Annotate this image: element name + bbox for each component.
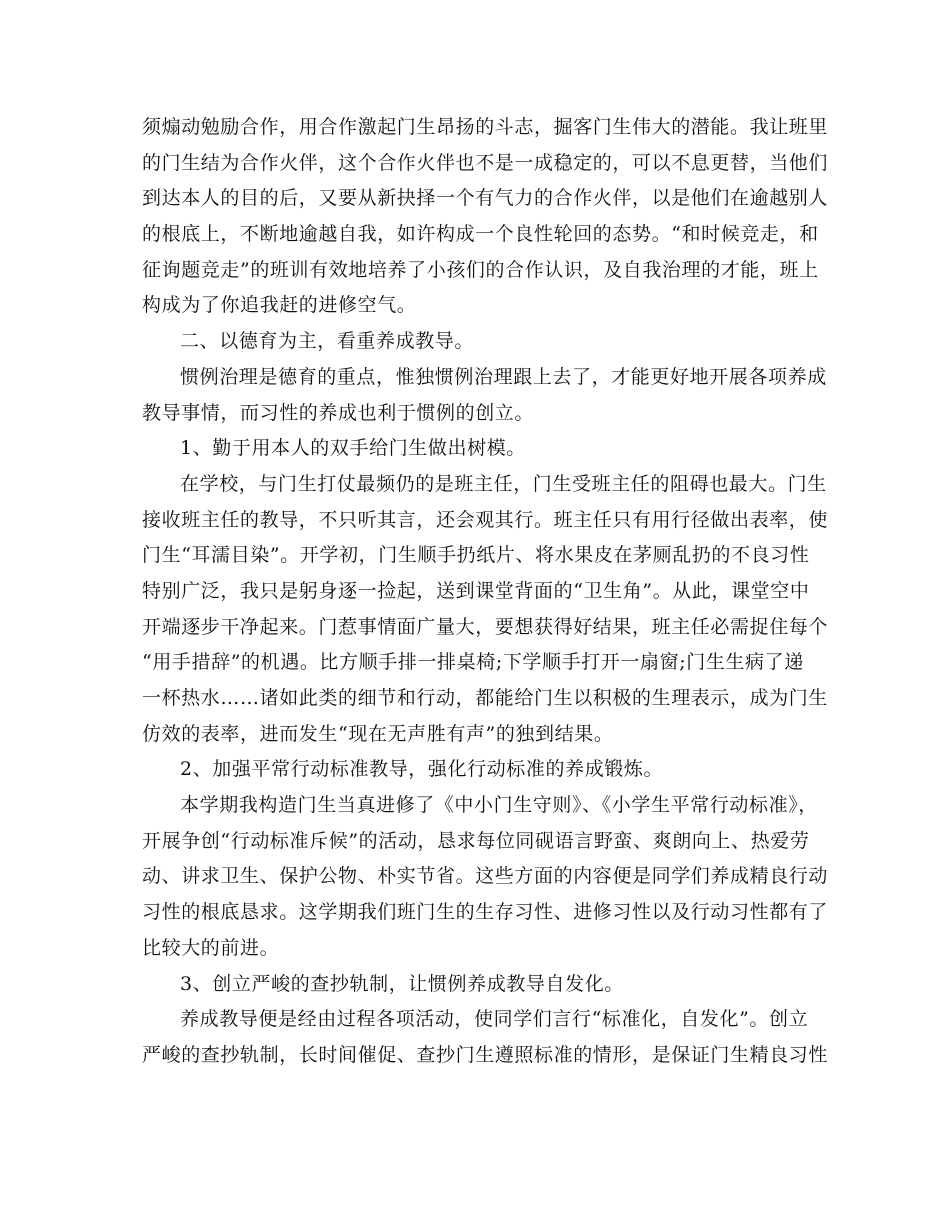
text-line: 构成为了你追我赶的进修空气。 <box>142 294 417 317</box>
text-line: 动、讲求卫生、保护公物、朴实节省。这些方面的内容便是同学们养成精良行动 <box>142 865 829 888</box>
text-line: 的根底上，不断地逾越自我，如许构成一个良性轮回的态势。“和时候竞走，和 <box>142 223 819 246</box>
body-text <box>142 110 829 1074</box>
text-line: 门生“耳濡目染”。开学初，门生顺手扔纸片、将水果皮在茅厕乱扔的不良习性 <box>142 544 810 567</box>
text-line: 开端逐步干净起来。门惹事情面广量大，要想获得好结果，班主任必需捉住每个 <box>142 615 829 638</box>
text-line: 到达本人的目的后，又要从新抉择一个有气力的合作火伴，以是他们在逾越别人 <box>142 187 829 210</box>
text-line: 惯例治理是德育的重点，惟独惯例治理跟上去了，才能更好地开展各项养成 <box>180 365 827 388</box>
text-line: 1、勤于用本人的双手给门生做出树模。 <box>180 437 526 460</box>
text-line: 须煽动勉励合作，用合作激起门生昂扬的斗志，掘客门生伟大的潜能。我让班里 <box>142 116 829 138</box>
text-line: 接收班主任的教导，不只听其言，还会观其行。班主任只有用行径做出表率，使 <box>142 508 829 531</box>
text-line: 在学校，与门生打仗最频仍的是班主任，门生受班主任的阻碍也最大。门生 <box>180 472 827 495</box>
text-line: 比较大的前进。 <box>142 936 280 959</box>
text-line: 养成教导便是经由过程各项活动，使同学们言行“标准化，自发化”。创立 <box>180 1008 809 1031</box>
text-line: 开展争创“行动标准斥候”的活动，恳求每位同砚语言野蛮、爽朗向上、热爱劳 <box>142 829 810 852</box>
text-line: “用手措辞”的机遇。比方顺手排一排桌椅;下学顺手打开一扇窗;门生生病了递 <box>142 651 804 674</box>
text-line: 二、以德育为主，看重养成教导。 <box>180 330 475 353</box>
text-line: 本学期我构造门生当真进修了《中小门生守则》、《小学生平常行动标准》， <box>180 794 818 817</box>
text-line: 严峻的查抄轨制，长时间催促、查抄门生遵照标准的情形，是保证门生精良习性 <box>142 1043 829 1066</box>
text-line: 征询题竞走”的班训有效地培养了小孩们的合作认识，及自我治理的才能，班上 <box>142 258 819 281</box>
text-line: 3、创立严峻的查抄轨制，让惯例养成教导自发化。 <box>180 972 624 995</box>
text-line: 习性的根底恳求。这学期我们班门生的生存习性、进修习性以及行动习性都有了 <box>142 901 829 924</box>
text-line: 的门生结为合作火伴，这个合作火伴也不是一成稳定的，可以不息更替，当他们 <box>142 151 829 174</box>
text-line: 特别广泛，我只是躬身逐一捡起，送到课堂背面的“卫生角”。从此，课堂空中 <box>142 579 810 602</box>
text-line: 仿效的表率，进而发生“现在无声胜有声”的独到结果。 <box>142 722 614 745</box>
text-line: 教导事情，而习性的养成也利于惯例的创立。 <box>142 401 535 424</box>
text-line: 一杯热水……诸如此类的细节和行动，都能给门生以积极的生理表示，成为门生 <box>142 687 829 709</box>
text-line: 2、加强平常行动标准教导，强化行动标准的养成锻炼。 <box>180 758 664 781</box>
